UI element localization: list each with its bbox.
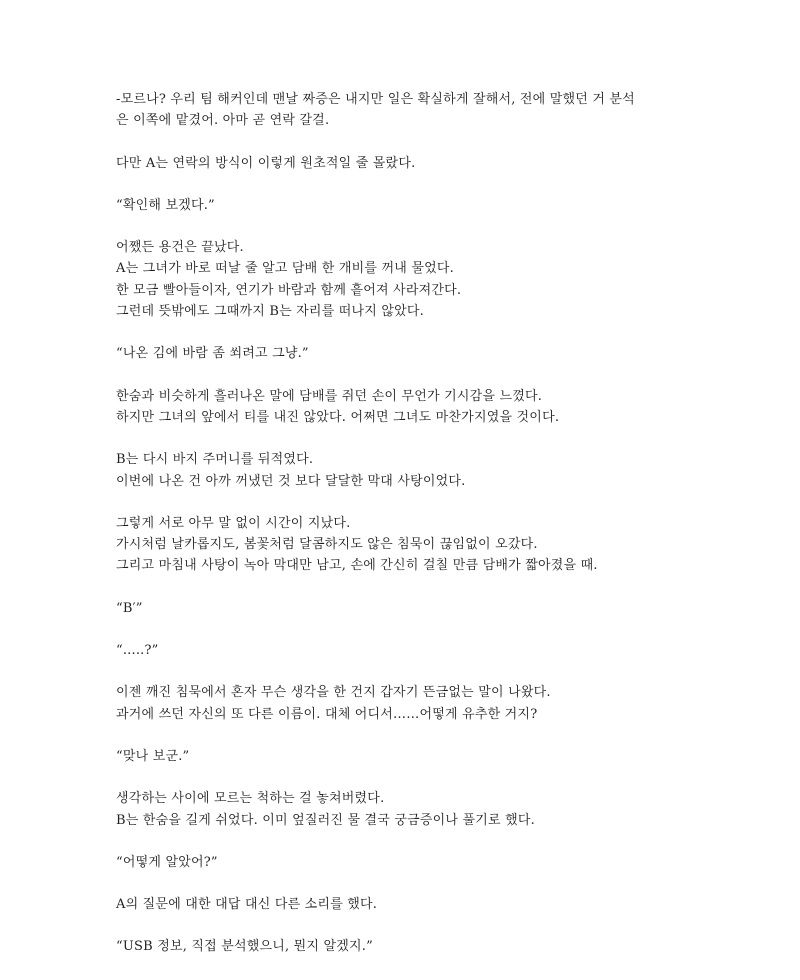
paragraph — [116, 640, 756, 661]
paragraph — [116, 237, 756, 322]
text-line: A의 질문에 대한 대답 대신 다른 소리를 했다. — [116, 897, 378, 913]
text-line: -모르나? 우리 팀 해커인데 맨날 짜증은 내지만 일은 확실하게 잘해서, 전에 말했던 거 분석 — [116, 92, 635, 107]
text-line: 한 모금 빨아들이자, 연기가 바람과 함께 흩어져 사라져간다. — [116, 282, 462, 298]
text-line: “USB 정보, 직접 분석했으니, 뭔지 알겠지.” — [116, 939, 373, 955]
paragraph — [116, 153, 756, 174]
text-line: 이젠 깨진 침묵에서 혼자 무슨 생각을 한 건지 갑자기 뜬금없는 말이 나왔다. — [116, 685, 551, 701]
paragraph — [116, 598, 756, 619]
text-line: “B′” — [116, 600, 143, 616]
paragraph — [116, 788, 756, 831]
text-line: 그리고 마침내 사탕이 녹아 막대만 남고, 손에 간신히 걸칠 만큼 담배가 짧아졌을 때. — [116, 558, 598, 574]
text-line: 다만 A는 연락의 방식이 이렇게 원초적일 줄 몰랐다. — [116, 155, 416, 171]
text-line: “.....?” — [116, 643, 159, 659]
text-line: “어떻게 알았어?” — [116, 854, 218, 870]
paragraph — [116, 386, 756, 429]
text-line: “맞나 보군.” — [116, 748, 190, 764]
text-line: 그렇게 서로 아무 말 없이 시간이 지났다. — [116, 515, 351, 531]
text-line: A는 그녀가 바로 떠날 줄 알고 담배 한 개비를 꺼내 물었다. — [116, 261, 454, 277]
text-line: 어쨌든 용건은 끝났다. — [116, 240, 244, 256]
text-line: B는 한숨을 길게 쉬었다. 이미 엎질러진 물 결국 궁금증이나 풀기로 했다. — [116, 812, 535, 828]
text-line: “나온 김에 바람 좀 쐬려고 그냥.” — [116, 346, 309, 362]
text-line: 생각하는 사이에 모르는 척하는 걸 놓쳐버렸다. — [116, 791, 385, 807]
paragraph — [116, 195, 756, 216]
paragraph — [116, 343, 756, 364]
paragraph — [116, 682, 756, 725]
paragraph — [116, 449, 756, 492]
text-line: 이번에 나온 건 아까 꺼냈던 것 보다 달달한 막대 사탕이었다. — [116, 473, 466, 489]
text-line: 한숨과 비슷하게 흘러나온 말에 담배를 쥐던 손이 무언가 기시감을 느꼈다. — [116, 388, 543, 404]
text-line: 은 이쪽에 맡겼어. 아마 곧 연락 갈걸. — [116, 113, 330, 129]
text-line: “확인해 보겠다.” — [116, 197, 215, 213]
paragraph — [116, 894, 756, 915]
paragraph — [116, 513, 756, 577]
paragraph — [116, 89, 756, 132]
text-line: B는 다시 바지 주머니를 뒤적였다. — [116, 452, 314, 468]
document-body — [116, 89, 756, 979]
text-line: 과거에 쓰던 자신의 또 다른 이름이. 대체 어디서……어떻게 유추한 거지? — [116, 706, 538, 722]
paragraph — [116, 852, 756, 873]
paragraph — [116, 936, 756, 957]
text-line: 그런데 뜻밖에도 그때까지 B는 자리를 떠나지 않았다. — [116, 304, 424, 320]
text-line: 가시처럼 날카롭지도, 봄꽃처럼 달콤하지도 않은 침묵이 끊임없이 오갔다. — [116, 537, 538, 553]
paragraph — [116, 746, 756, 767]
text-line: 하지만 그녀의 앞에서 티를 내진 않았다. 어쩌면 그녀도 마찬가지였을 것이다. — [116, 409, 560, 425]
